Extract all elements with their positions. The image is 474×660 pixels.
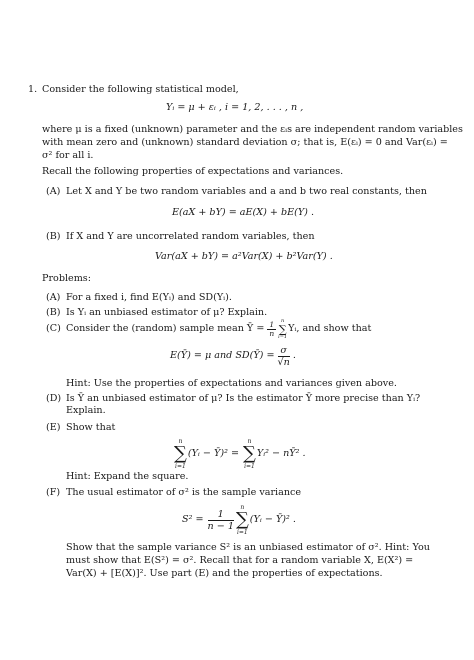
- part-d-label: (D): [46, 393, 62, 404]
- part-f-frac-num: 1: [208, 509, 234, 521]
- part-c-eq-left: E(Ȳ) = μ and SD(Ȳ) =: [170, 349, 275, 361]
- problem-number: 1.: [28, 84, 38, 95]
- part-a-label: (A): [46, 292, 61, 303]
- part-c-label: (C): [46, 323, 61, 334]
- part-c-eq-end: .: [292, 349, 296, 361]
- prop-a-label: (A): [46, 186, 61, 197]
- part-e-sum-right: [243, 438, 256, 470]
- part-c-sentence: [66, 316, 371, 342]
- part-c-equation: [170, 342, 296, 370]
- where-line-3: σ² for all i.: [42, 150, 94, 161]
- part-b-label: (B): [46, 307, 61, 318]
- part-e-sum-left-bot: i=1: [175, 463, 186, 470]
- prop-a-equation: E(aX + bY) = aE(X) + bE(Y) .: [172, 207, 315, 218]
- part-f-sum-bot: i=1: [236, 529, 248, 536]
- part-b-text: Is Yᵢ an unbiased estimator of μ? Explain.: [66, 307, 268, 318]
- problems-heading: Problems:: [42, 273, 91, 284]
- where-line-2: with mean zero and (unknown) standard deviation σ; that is, E(εᵢ) = 0 and Var(εᵢ) =: [42, 137, 448, 148]
- part-f-para-2: must show that E(S²) = σ². Recall that for a random variable X, E(X²) =: [66, 555, 414, 566]
- part-c-frac-num: 1: [269, 319, 275, 329]
- part-a-text: For a fixed i, find E(Yᵢ) and SD(Yᵢ).: [66, 292, 232, 303]
- part-f-text: The usual estimator of σ² is the sample variance: [66, 487, 302, 498]
- part-f-equation: [182, 502, 296, 538]
- prop-b-label: (B): [46, 231, 61, 242]
- part-f-para-3: Var(X) + [E(X)]². Use part (E) and the properties of expectations.: [66, 568, 383, 579]
- part-f-rhs: (Yᵢ − Ȳ)² .: [249, 513, 296, 525]
- recall-text: Recall the following properties of expectations and variances.: [42, 166, 344, 177]
- part-c-sum-bot: i=1: [278, 333, 288, 340]
- problem-intro: Consider the following statistical model,: [42, 84, 239, 95]
- prop-a-text: Let X and Y be two random variables and a and b two real constants, then: [66, 186, 427, 197]
- part-e-sum-right-top: n: [247, 438, 252, 445]
- sigma-icon: ∑: [243, 443, 256, 464]
- prop-b-text: If X and Y are uncorrelated random variables, then: [66, 231, 315, 242]
- part-c-eq-num: σ: [278, 345, 290, 357]
- part-f-summation: [236, 504, 249, 536]
- part-e-rhs: Yᵢ² − nȲ² .: [256, 447, 306, 459]
- part-e-lhs: (Yᵢ − Ȳ)² =: [187, 447, 240, 459]
- part-e-sum-right-bot: i=1: [244, 463, 255, 470]
- where-line-1: where μ is a fixed (unknown) parameter and the εᵢs are independent random variables: [42, 124, 463, 135]
- part-c-text-post: Yᵢ, and show that: [288, 322, 372, 334]
- part-f-label: (F): [46, 487, 61, 498]
- part-e-text: Show that: [66, 422, 116, 433]
- part-f-fraction: [208, 509, 234, 532]
- part-e-label: (E): [46, 422, 61, 433]
- part-c-frac-den: n: [269, 328, 275, 338]
- part-c-summation: [278, 319, 287, 340]
- part-f-s2: S² =: [182, 513, 204, 525]
- part-d-line-2: Explain.: [66, 405, 106, 416]
- part-e-hint: Hint: Expand the square.: [66, 471, 189, 482]
- part-c-hint: Hint: Use the properties of expectations and variances given above.: [66, 378, 397, 389]
- sigma-icon: ∑: [174, 443, 187, 464]
- part-f-sum-top: n: [240, 504, 245, 511]
- sigma-icon: ∑: [278, 322, 287, 336]
- part-c-eq-den: √n: [277, 356, 290, 368]
- model-equation: Yᵢ = μ + εᵢ , i = 1, 2, . . . , n ,: [166, 102, 304, 113]
- part-d-line-1: Is Ȳ an unbiased estimator of μ? Is the estimator Ȳ more precise than Yᵢ?: [66, 393, 421, 404]
- prop-b-equation: Var(aX + bY) = a²Var(X) + b²Var(Y) .: [155, 251, 333, 262]
- sigma-icon: ∑: [235, 509, 249, 530]
- part-f-para-1: Show that the sample variance S² is an unbiased estimator of σ². Hint: You: [66, 542, 430, 553]
- part-e-sum-left-top: n: [178, 438, 183, 445]
- part-c-sum-top: n: [281, 317, 285, 324]
- part-c-text-pre: Consider the (random) sample mean Ȳ =: [66, 322, 265, 334]
- part-e-sum-left: [174, 438, 187, 470]
- part-f-frac-den: n − 1: [207, 520, 234, 532]
- part-c-fraction: [267, 321, 276, 338]
- part-c-eq-fraction: [278, 345, 290, 368]
- part-e-equation: [174, 437, 306, 471]
